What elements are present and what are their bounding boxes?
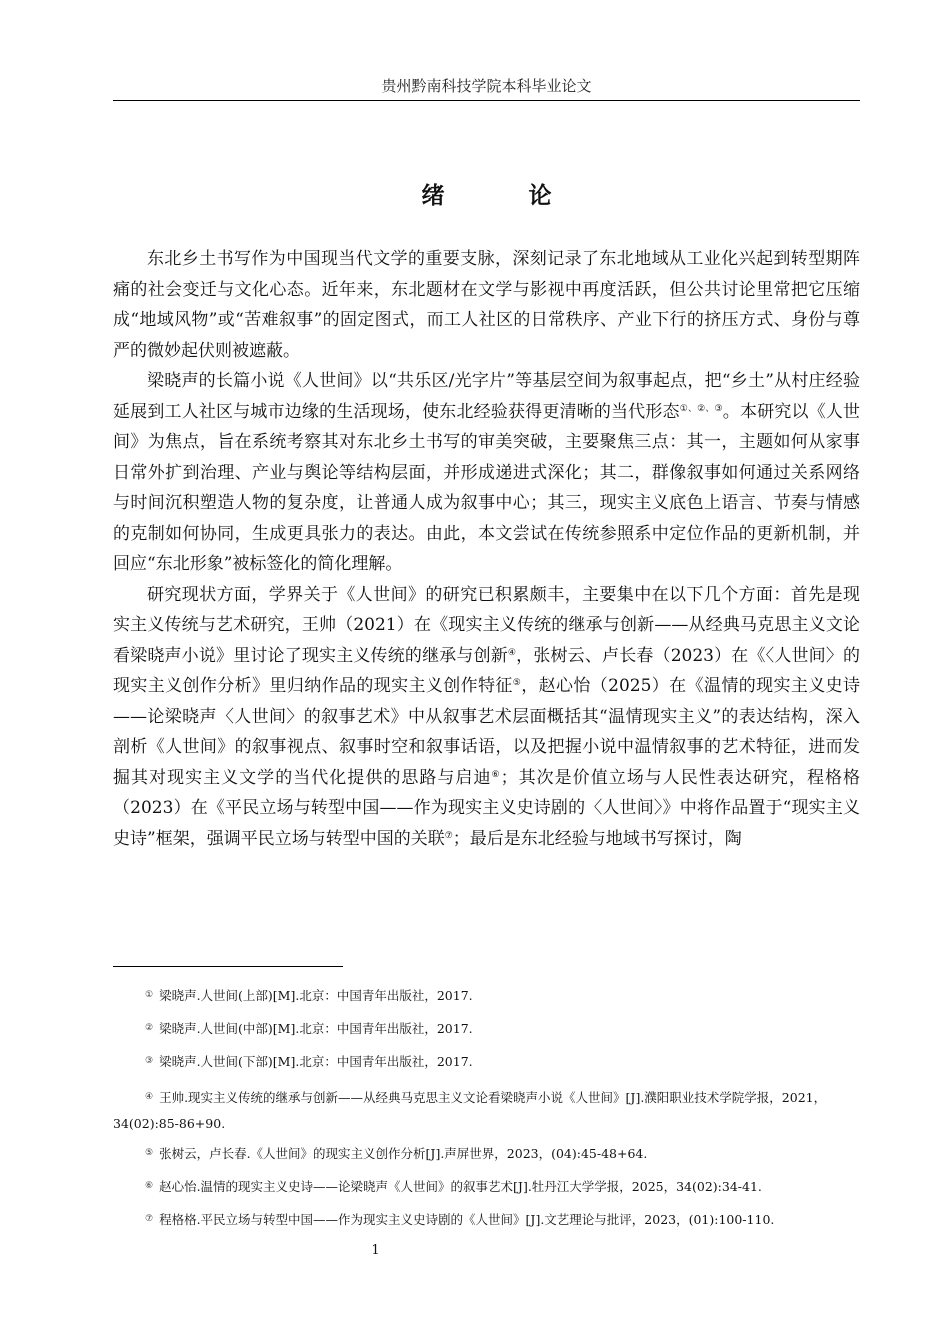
footnote-text: 梁晓声.人世间(上部)[M].北京：中国青年出版社，2017. [159, 988, 473, 1003]
paragraph-3-text-c: ，赵心怡（2025）在《温情的现实主义史诗——论梁晓声〈人世间〉的叙事艺术》中从叙事艺术层面概括其“温情现实主义”的表达结构，深入剖析《人世间》的叙事视点、叙事时空和叙事话语，以及把握小说中温情叙事的艺术特征，进而发掘其对现实主义文学的当代化提供的思路与启迪 [113, 676, 861, 788]
footnotes [113, 985, 860, 1242]
footnote-ref-1-3[interactable]: ①、②、③ [679, 403, 723, 414]
footnote-mark: ③ [145, 1056, 154, 1066]
footnote-mark: ④ [145, 1092, 154, 1102]
paragraph-1-text: 东北乡土书写作为中国现当代文学的重要支脉，深刻记录了东北地域从工业化兴起到转型期阵痛的社会变迁与文化心态。近年来，东北题材在文学与影视中再度活跃，但公共讨论里常把它压缩成“地域风物”或“苦难叙事”的固定图式，而工人社区的日常秩序、产业下行的挤压方式、身份与尊严的微妙起伏则被遮蔽。 [113, 249, 860, 361]
paragraph-3-text-a: 研究现状方面，学界关于《人世间》的研究已积累颇丰，主要集中在以下几个方面：首先是现实主义传统与艺术研究，王帅（2021）在《现实主义传统的继承与创新——从经典马克思主义文论看梁晓声小说》里讨论了现实主义传统的继承与创新 [113, 584, 860, 666]
footnote-ref-7[interactable]: ⑦ [444, 830, 453, 841]
footnote-separator [113, 966, 343, 967]
paragraph-3 [113, 580, 860, 855]
footnote-text: 赵心怡.温情的现实主义史诗——论梁晓声《人世间》的叙事艺术[J].牡丹江大学学报，2025，34(02):34-41. [159, 1179, 762, 1194]
footnote-item [113, 1176, 860, 1197]
paragraph-2-text-a: 梁晓声的长篇小说《人世间》以“共乐区/光字片”等基层空间为叙事起点，把“乡土”从村庄经验延展到工人社区与城市边缘的生活现场，使东北经验获得更清晰的当代形态 [113, 371, 860, 422]
footnote-item [113, 985, 860, 1006]
page-number: 1 [371, 1243, 380, 1258]
paragraph-3-text-e: ；最后是东北经验与地域书写探讨，陶 [452, 828, 742, 849]
footnote-text: 程格格.平民立场与转型中国——作为现实主义史诗剧的《人世间》[J].文艺理论与批评，2023，(01):100-110. [159, 1212, 775, 1227]
footnote-item [113, 1051, 860, 1072]
chapter-title: 绪 论 [421, 182, 590, 209]
footnote-mark: ② [145, 1023, 154, 1033]
footnote-mark: ⑦ [145, 1214, 154, 1224]
footnote-mark: ⑤ [145, 1148, 154, 1158]
footnote-mark: ⑥ [145, 1181, 154, 1191]
paragraph-3-text-d: ；其次是价值立场与人民性表达研究，程格格（2023）在《平民立场与转型中国——作为现实主义史诗剧的〈人世间〉》中将作品置于“现实主义史诗”框架，强调平民立场与转型中国的关联 [113, 767, 861, 849]
footnote-ref-4[interactable]: ④ [507, 647, 517, 658]
footnote-text: 张树云，卢长春.《人世间》的现实主义创作分析[J].声屏世界，2023，(04):45-48+64. [159, 1146, 648, 1161]
paragraph-1 [113, 244, 860, 366]
paragraph-2 [113, 366, 860, 580]
running-header: 贵州黔南科技学院本科毕业论文 [381, 77, 592, 95]
body-text [113, 244, 860, 854]
footnote-item [113, 1018, 860, 1039]
footnote-text: 梁晓声.人世间(中部)[M].北京：中国青年出版社，2017. [159, 1021, 473, 1036]
footnote-text: 王帅.现实主义传统的继承与创新——从经典马克思主义文论看梁晓声小说《人世间》[J].濮阳职业技术学院学报，2021，34(02):85-86+90. [113, 1090, 827, 1131]
footnote-mark: ① [145, 990, 154, 1000]
paragraph-2-text-b: 。本研究以《人世间》为焦点，旨在系统考察其对东北乡土书写的审美突破，主要聚焦三点：其一，主题如何从家事日常外扩到治理、产业与舆论等结构层面，并形成递进式深化；其二，群像叙事如何通过关系网络与时间沉积塑造人物的复杂度，让普通人成为叙事中心；其三，现实主义底色上语言、节奏与情感的克制如何协同，生成更具张力的表达。由此，本文尝试在传统参照系中定位作品的更新机制，并回应“东北形象”被标签化的简化理解。 [113, 401, 861, 574]
header-divider [113, 100, 860, 101]
footnote-item [113, 1143, 860, 1164]
footnote-text: 梁晓声.人世间(下部)[M].北京：中国青年出版社，2017. [159, 1054, 473, 1069]
paragraph-3-text-b: ，张树云、卢长春（2023）在《〈人世间〉的现实主义创作分析》里归纳作品的现实主义创作特征 [113, 645, 861, 696]
footnote-ref-6[interactable]: ⑥ [491, 769, 501, 780]
footnote-ref-5[interactable]: ⑤ [512, 678, 522, 688]
footnote-item [113, 1209, 860, 1230]
footnote-item [113, 1084, 860, 1137]
